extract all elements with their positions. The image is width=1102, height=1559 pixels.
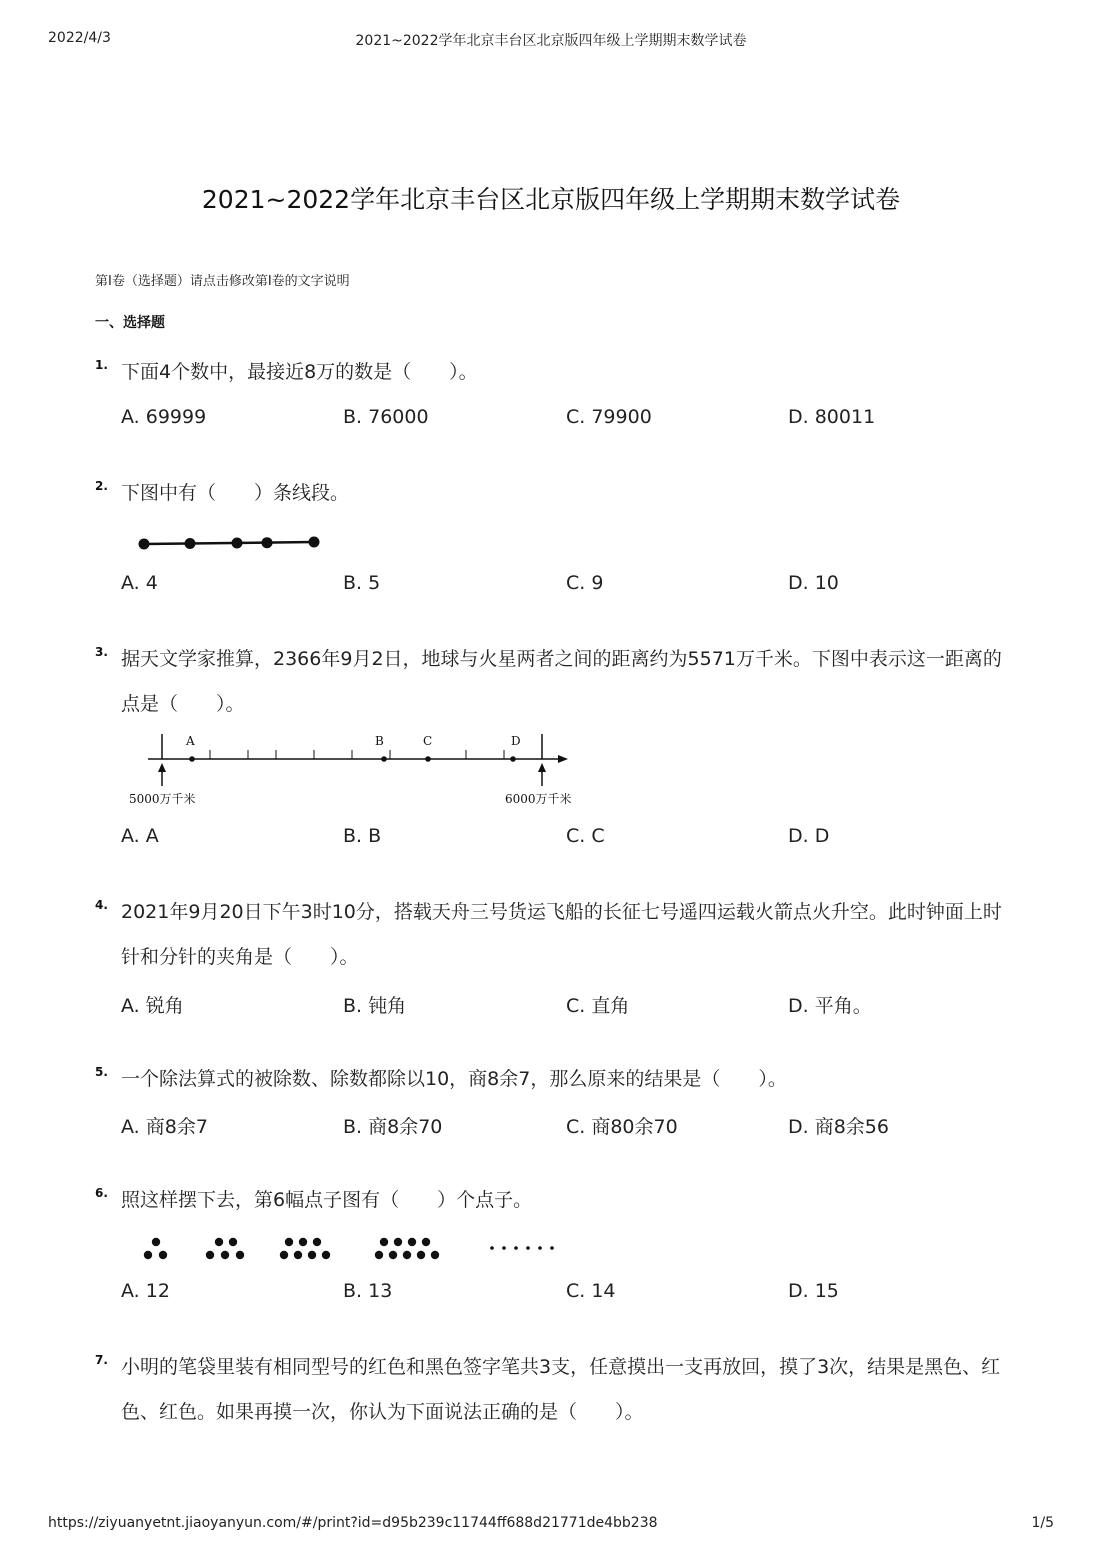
dot-pattern-figure bbox=[134, 1230, 574, 1270]
left-pointer-arrow bbox=[158, 763, 166, 772]
question-number: 1. bbox=[95, 358, 108, 372]
option-d[interactable]: D. 80011 bbox=[788, 406, 876, 428]
option-d[interactable]: D. 商8余56 bbox=[788, 1116, 889, 1138]
question-text: 一个除法算式的被除数、除数都除以10，商8余7，那么原来的结果是（ ）。 bbox=[121, 1068, 787, 1090]
left-value-label: 5000万千米 bbox=[129, 792, 196, 806]
question-number: 2. bbox=[95, 479, 108, 493]
option-b[interactable]: B. 钝角 bbox=[343, 995, 407, 1017]
question-text: 照这样摆下去，第6幅点子图有（ ）个点子。 bbox=[121, 1189, 533, 1211]
question-text: 小明的笔袋里装有相同型号的红色和黑色签字笔共3支，任意摸出一支再放回，摸了3次，结果是黑色、红色、红色。如果再摸一次，你认为下面说法正确的是（ ）。 bbox=[121, 1356, 1001, 1423]
option-a[interactable]: A. 商8余7 bbox=[121, 1116, 208, 1138]
number-line-figure bbox=[124, 728, 584, 813]
option-b[interactable]: B. 5 bbox=[343, 572, 381, 594]
dot-group-3 bbox=[280, 1238, 330, 1259]
option-c[interactable]: C. 9 bbox=[566, 572, 604, 594]
dot-group-4 bbox=[375, 1238, 439, 1259]
point-c-label: C bbox=[423, 734, 433, 748]
point-a-label: A bbox=[186, 734, 195, 748]
point-a-dot bbox=[189, 756, 195, 762]
base-line bbox=[144, 542, 314, 544]
option-d[interactable]: D. D bbox=[788, 825, 830, 847]
print-header-title: 2021~2022学年北京丰台区北京版四年级上学期期末数学试卷 bbox=[355, 33, 747, 49]
question-number: 3. bbox=[95, 645, 108, 659]
print-url: https://ziyuanyetnt.jiaoyanyun.com/#/print?id=d95b239c11744ff688d21771de4bb238 bbox=[48, 1515, 658, 1531]
option-b[interactable]: B. B bbox=[343, 825, 382, 847]
option-c[interactable]: C. 79900 bbox=[566, 406, 652, 428]
options-row bbox=[121, 1112, 1021, 1142]
axis-arrow bbox=[558, 755, 568, 763]
question-text: 据天文学家推算，2366年9月2日，地球与火星两者之间的距离约为5571万千米。下图中表示这一距离的点是（ ）。 bbox=[121, 648, 1002, 715]
line-segments-figure bbox=[134, 530, 324, 556]
point-b-label: B bbox=[375, 734, 384, 748]
option-a[interactable]: A. 12 bbox=[121, 1280, 170, 1302]
right-pointer-arrow bbox=[538, 763, 546, 772]
point-c-dot bbox=[425, 756, 431, 762]
option-a[interactable]: A. 69999 bbox=[121, 406, 207, 428]
option-c[interactable]: C. 商80余70 bbox=[566, 1116, 678, 1138]
question-text: 2021年9月20日下午3时10分，搭载天舟三号货运飞船的长征七号遥四运载火箭点火升空。此时钟面上时针和分针的夹角是（ ）。 bbox=[121, 901, 1002, 968]
option-c[interactable]: C. C bbox=[566, 825, 605, 847]
point-d-dot bbox=[510, 756, 516, 762]
dot-group-1 bbox=[144, 1238, 167, 1259]
point-dot bbox=[232, 538, 243, 549]
question-text: 下图中有（ ）条线段。 bbox=[121, 482, 350, 504]
option-b[interactable]: B. 76000 bbox=[343, 406, 429, 428]
page-number: 1/5 bbox=[1031, 1515, 1054, 1531]
option-b[interactable]: B. 商8余70 bbox=[343, 1116, 443, 1138]
print-footer bbox=[0, 1515, 1102, 1535]
right-value-label: 6000万千米 bbox=[505, 792, 572, 806]
options-row bbox=[121, 406, 1021, 436]
print-date: 2022/4/3 bbox=[48, 30, 111, 46]
question-number: 6. bbox=[95, 1186, 108, 1200]
option-d[interactable]: D. 15 bbox=[788, 1280, 839, 1302]
option-a[interactable]: A. A bbox=[121, 825, 159, 847]
options-row bbox=[121, 991, 1021, 1021]
point-dot bbox=[139, 539, 150, 550]
point-dot bbox=[309, 537, 320, 548]
point-b-dot bbox=[381, 756, 387, 762]
option-c[interactable]: C. 直角 bbox=[566, 995, 630, 1017]
option-d[interactable]: D. 10 bbox=[788, 572, 839, 594]
point-dot bbox=[185, 538, 196, 549]
options-row bbox=[121, 1280, 1021, 1310]
document-title: 2021~2022学年北京丰台区北京版四年级上学期期末数学试卷 bbox=[201, 185, 901, 214]
point-dot bbox=[262, 537, 273, 548]
question-text: 下面4个数中，最接近8万的数是（ ）。 bbox=[121, 361, 478, 383]
section-heading: 一、选择题 bbox=[95, 315, 165, 331]
option-a[interactable]: A. 4 bbox=[121, 572, 158, 594]
option-b[interactable]: B. 13 bbox=[343, 1280, 393, 1302]
question-number: 4. bbox=[95, 898, 108, 912]
option-a[interactable]: A. 锐角 bbox=[121, 995, 184, 1017]
option-d[interactable]: D. 平角。 bbox=[788, 995, 872, 1017]
option-c[interactable]: C. 14 bbox=[566, 1280, 616, 1302]
print-header bbox=[0, 30, 1102, 50]
question-number: 7. bbox=[95, 1353, 108, 1367]
volume-note: 第Ⅰ卷（选择题）请点击修改第Ⅰ卷的文字说明 bbox=[95, 274, 350, 289]
dot-group-2 bbox=[206, 1238, 244, 1259]
options-row bbox=[121, 572, 1021, 602]
question-number: 5. bbox=[95, 1065, 108, 1079]
ellipsis-dots bbox=[490, 1246, 554, 1250]
options-row bbox=[121, 825, 1021, 855]
point-d-label: D bbox=[511, 734, 521, 748]
